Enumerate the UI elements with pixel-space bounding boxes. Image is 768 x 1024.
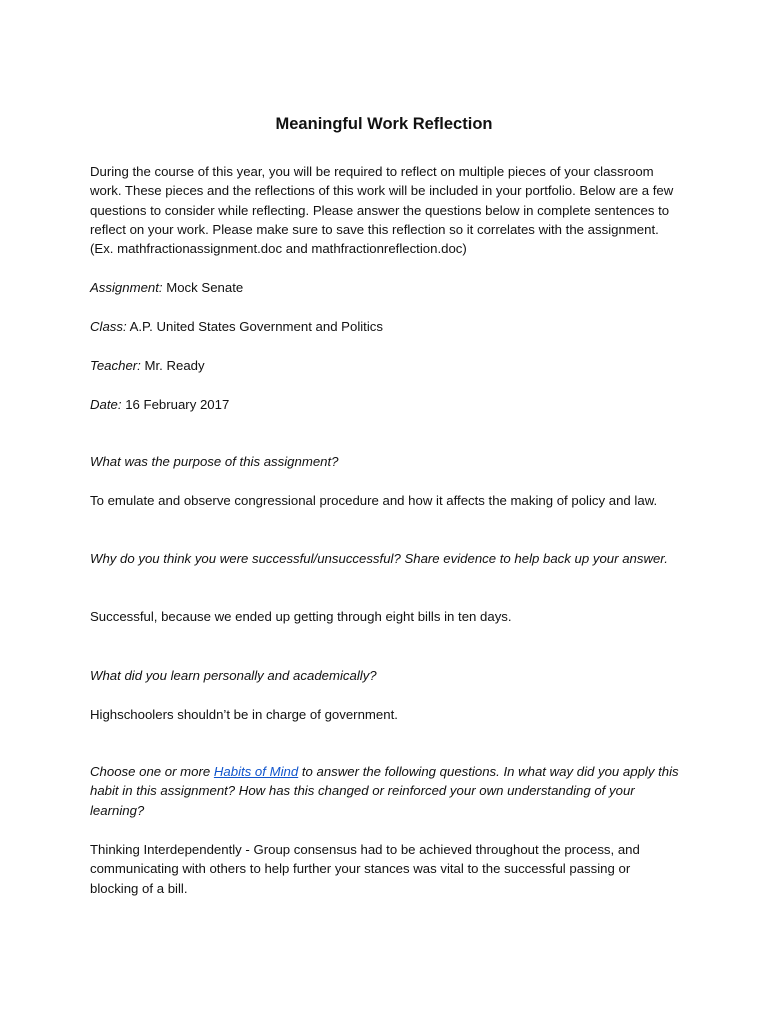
assignment-value: Mock Senate	[162, 280, 244, 295]
class-field	[90, 317, 680, 336]
assignment-label: Assignment:	[90, 280, 163, 295]
habits-of-mind-link[interactable]: Habits of Mind	[213, 764, 299, 779]
date-field	[90, 395, 680, 414]
question-learning: What did you learn personally and academically?	[90, 668, 377, 683]
answer-purpose: To emulate and observe congressional procedure and how it affects the making of policy and law.	[90, 493, 658, 508]
question-habits-of-mind	[90, 762, 680, 820]
question-habits-suffix: to answer the following questions. In what way did you apply this habit in this assignment? How has this changed or reinforced your own understanding of your learning?	[90, 764, 679, 818]
class-value: A.P. United States Government and Politics	[126, 319, 383, 334]
answer-success: Successful, because we ended up getting through eight bills in ten days.	[90, 609, 512, 624]
teacher-label: Teacher:	[90, 358, 141, 373]
teacher-value: Mr. Ready	[140, 358, 205, 373]
teacher-field	[90, 356, 680, 375]
class-label: Class:	[90, 319, 127, 334]
date-label: Date:	[90, 397, 122, 412]
question-success: Why do you think you were successful/unsuccessful? Share evidence to help back up your answer.	[90, 551, 668, 566]
document-title: Meaningful Work Reflection	[275, 115, 493, 133]
date-value: 16 February 2017	[121, 397, 230, 412]
question-habits-prefix: Choose one or more	[90, 764, 214, 779]
question-purpose: What was the purpose of this assignment?	[90, 454, 339, 469]
assignment-field	[90, 278, 680, 297]
intro-paragraph: During the course of this year, you will be required to reflect on multiple pieces of your classroom work. These pieces and the reflections of this work will be included in your portfolio. Below are a few questions to consider while reflecting. Please answer the questions below in complete sentences to reflect on your work. Please make sure to save this reflection so it correlates with the assignment. (Ex. mathfractionassignment.doc and mathfractionreflection.doc)	[90, 164, 674, 257]
answer-learning: Highschoolers shouldn’t be in charge of government.	[90, 707, 398, 722]
answer-habits-of-mind: Thinking Interdependently - Group consensus had to be achieved throughout the process, and communicating with others to help further your stances was vital to the successful passing or blocking of a bill.	[90, 842, 640, 896]
